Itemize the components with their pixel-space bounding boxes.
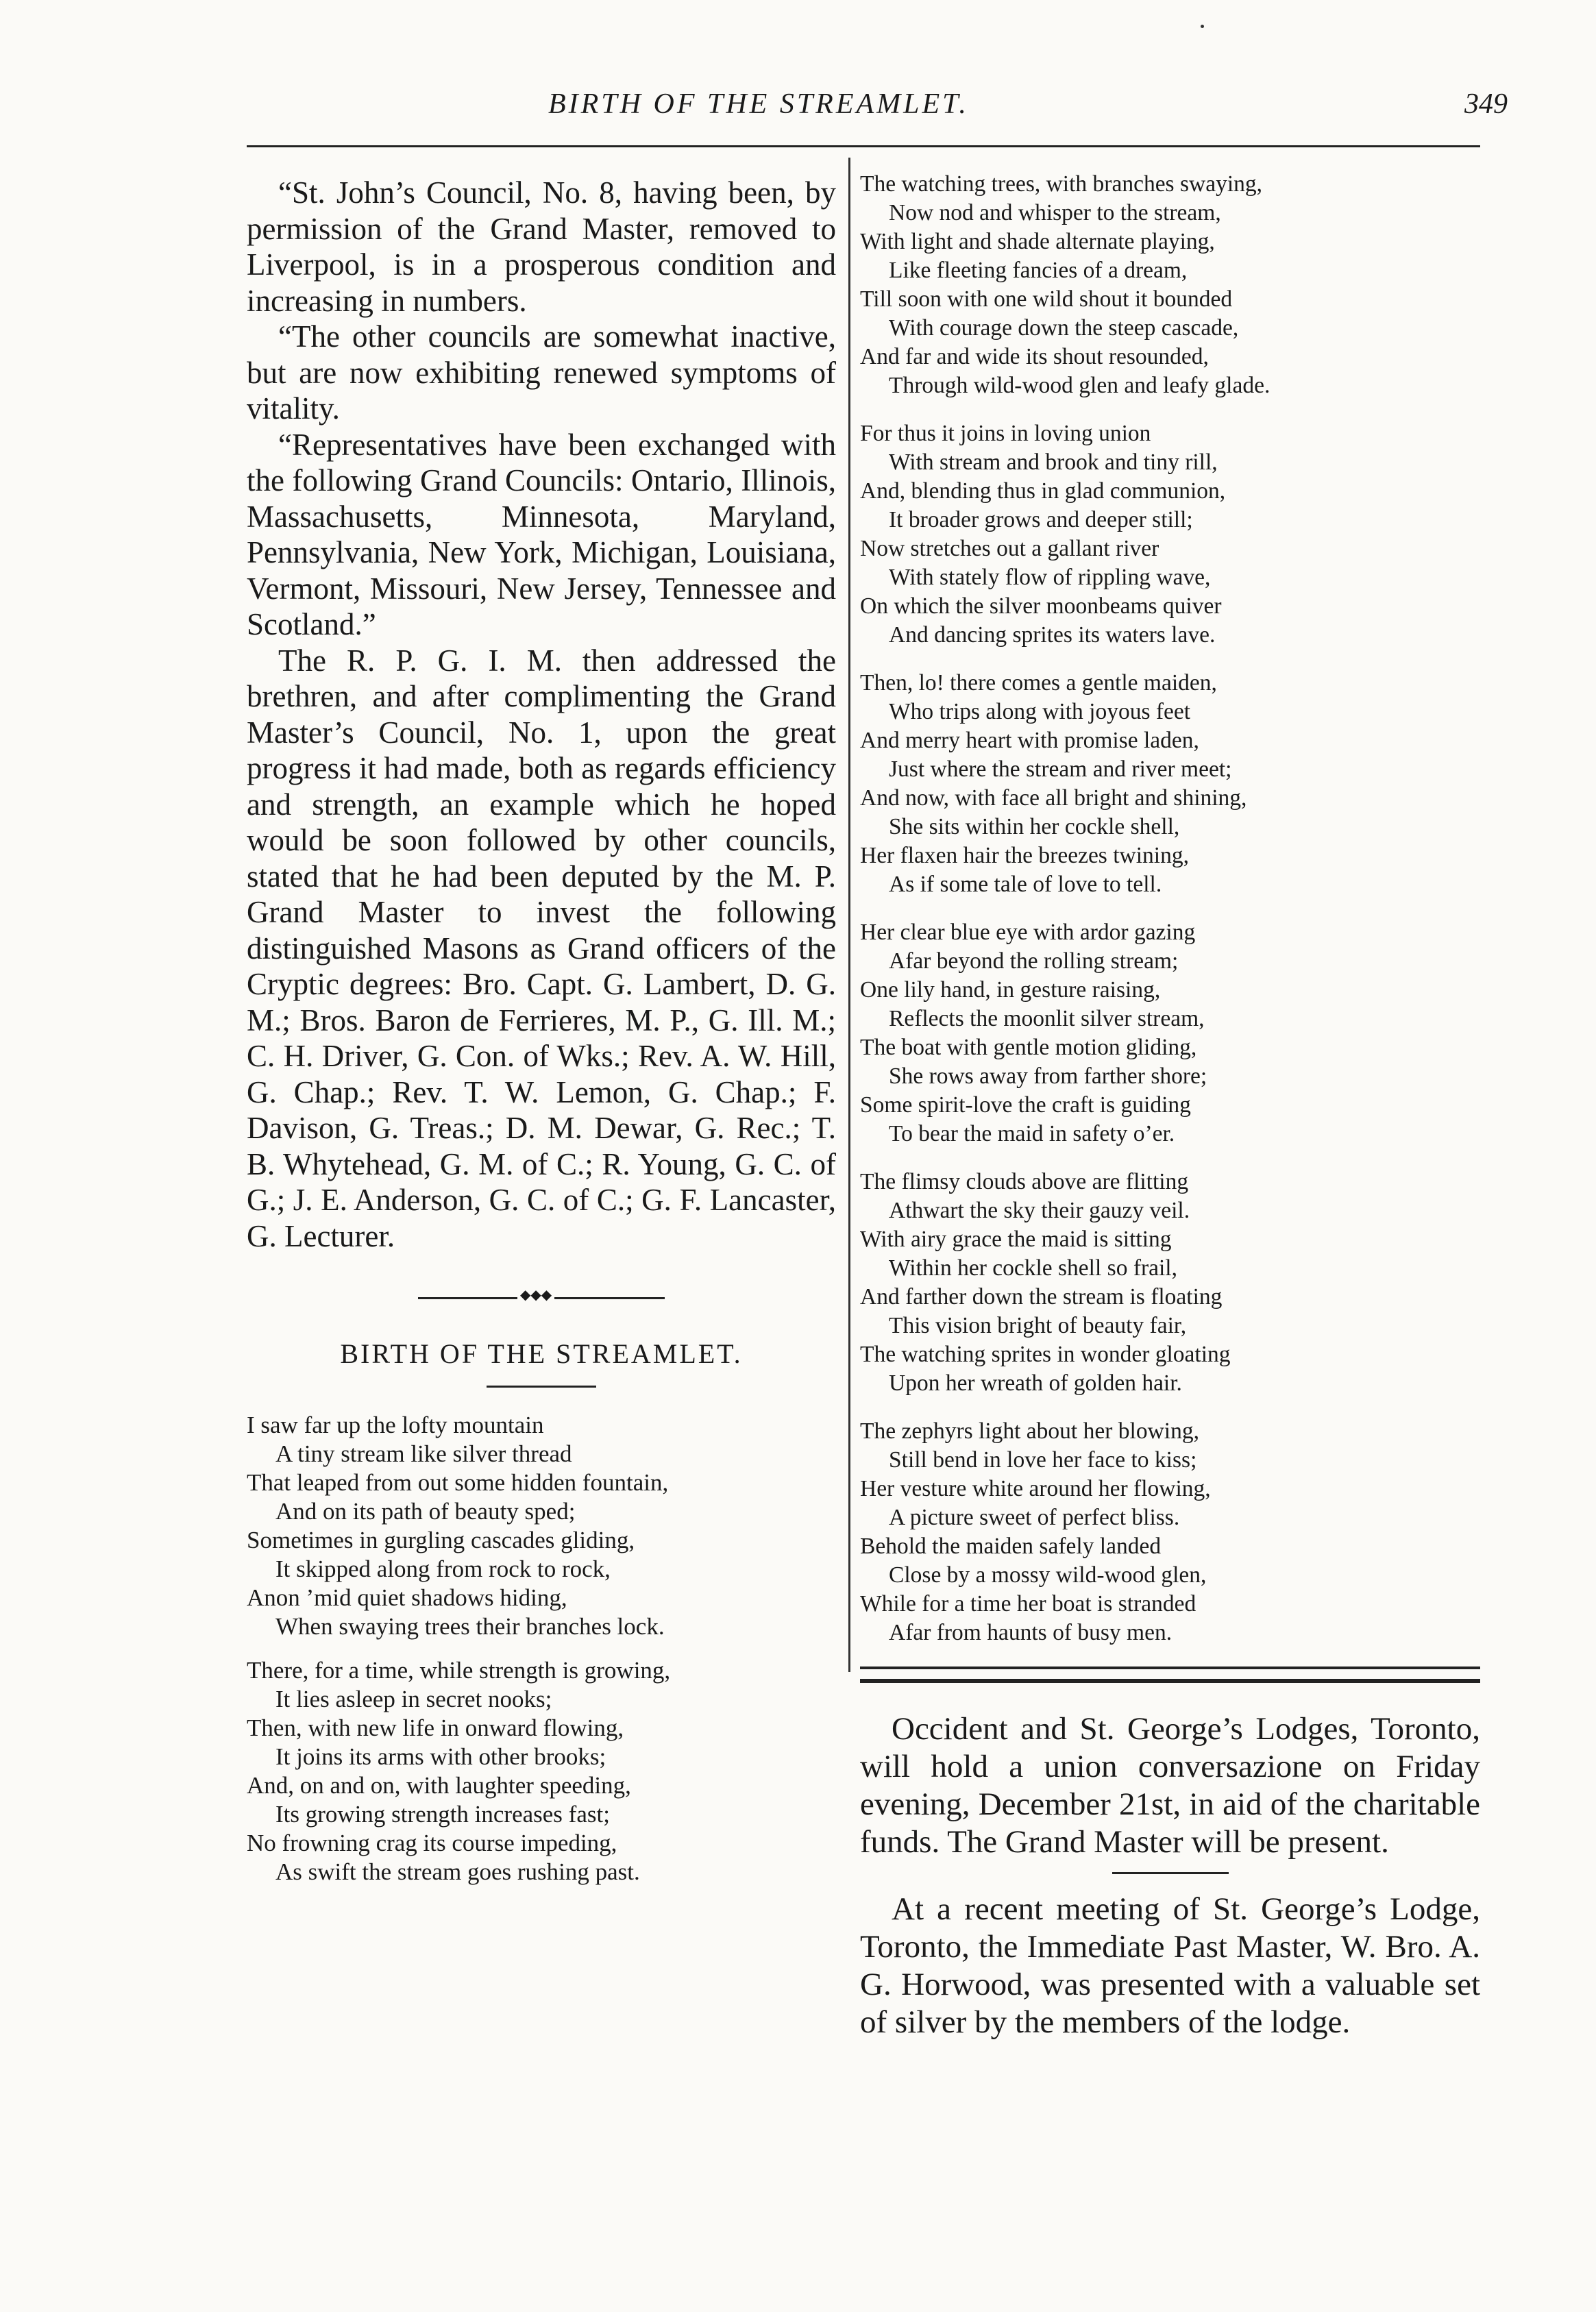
verse-line: Athwart the sky their gauzy veil.: [889, 1198, 1190, 1223]
verse-line: It lies asleep in secret nooks;: [275, 1686, 552, 1712]
verse-line: And now, with face all bright and shining,: [860, 785, 1247, 811]
verse-line: With light and shade alternate playing,: [860, 229, 1215, 254]
verse-line: The boat with gentle motion gliding,: [860, 1035, 1197, 1060]
verse-line: The watching sprites in wonder gloating: [860, 1342, 1231, 1367]
verse-line: There, for a time, while strength is growing,: [247, 1657, 671, 1684]
verse-line: The zephyrs light about her blowing,: [860, 1418, 1199, 1444]
verse-line: When swaying trees their branches lock.: [275, 1613, 665, 1640]
verse-line: While for a time her boat is stranded: [860, 1591, 1196, 1616]
verse-line: Till soon with one wild shout it bounded: [860, 286, 1233, 312]
verse-line: Its growing strength increases fast;: [275, 1801, 610, 1828]
poem-stanza: [860, 1417, 1480, 1647]
right-column: [860, 170, 1480, 2041]
verse-line: Still bend in love her face to kiss;: [889, 1447, 1197, 1473]
verse-line: To bear the maid in safety o’er.: [889, 1121, 1175, 1146]
verse-line: A tiny stream like silver thread: [275, 1440, 572, 1467]
title-rule: [487, 1386, 596, 1388]
verse-line: Her clear blue eye with ardor gazing: [860, 920, 1196, 945]
paragraph: “The other councils are somewhat inactive, but are now exhibiting renewed symptoms of vitality.: [247, 319, 836, 426]
verse-line: With airy grace the maid is sitting: [860, 1227, 1172, 1252]
verse-line: Who trips along with joyous feet: [889, 699, 1191, 724]
verse-line: And, on and on, with laughter speeding,: [247, 1772, 631, 1799]
verse-line: It broader grows and deeper still;: [889, 507, 1193, 532]
column-divider: [848, 158, 850, 1672]
paragraph: “Representatives have been exchanged with the following Grand Councils: Ontario, Illinois, Massachusetts, Minnesota, Maryland, Pennsylvania, New York, Michigan, Louisiana, Vermont, Missouri, New Jersey, Tennessee and Scotland.”: [247, 427, 836, 641]
verse-line: And merry heart with promise laden,: [860, 728, 1199, 753]
verse-line: And dancing sprites its waters lave.: [889, 622, 1216, 648]
verse-line: Afar from haunts of busy men.: [889, 1620, 1173, 1645]
verse-line: And farther down the stream is floating: [860, 1284, 1223, 1309]
verse-line: Some spirit-love the craft is guiding: [860, 1092, 1191, 1118]
verse-line: She rows away from farther shore;: [889, 1063, 1207, 1089]
verse-line: Then, lo! there comes a gentle maiden,: [860, 670, 1217, 696]
notice-paragraph: At a recent meeting of St. George’s Lodge, Toronto, the Immediate Past Master, W. Bro. A. G. Horwood, was presented with a valuable set of silver by the members of the lodge.: [860, 1891, 1480, 2040]
poem-stanza: [860, 669, 1480, 899]
notice-paragraph: Occident and St. George’s Lodges, Toronto, will hold a union conversazione on Friday evening, December 21st, in aid of the charitable funds. The Grand Master will be present.: [860, 1711, 1480, 1860]
verse-line: Upon her wreath of golden hair.: [889, 1370, 1182, 1396]
poem-stanza: [247, 1656, 836, 1886]
verse-line: The watching trees, with branches swaying,: [860, 171, 1263, 197]
verse-line: Now stretches out a gallant river: [860, 536, 1159, 561]
verse-line: Then, with new life in onward flowing,: [247, 1714, 624, 1741]
verse-line: And on its path of beauty sped;: [275, 1498, 576, 1525]
verse-line: It joins its arms with other brooks;: [275, 1743, 606, 1770]
verse-line: And far and wide its shout resounded,: [860, 344, 1209, 369]
poem-stanza: [860, 1168, 1480, 1398]
verse-line: For thus it joins in loving union: [860, 421, 1151, 446]
verse-line: No frowning crag its course impeding,: [247, 1830, 617, 1856]
verse-line: Now nod and whisper to the stream,: [889, 200, 1221, 225]
verse-line: As if some tale of love to tell.: [889, 872, 1162, 897]
paragraph: “St. John’s Council, No. 8, having been, by permission of the Grand Master, removed to Liverpool, is in a prosperous condition and increasing in numbers.: [247, 175, 836, 318]
paragraph: The R. P. G. I. M. then addressed the brethren, and after complimenting the Grand Master’s Council, No. 1, upon the great progress it had made, both as regards efficiency and strength, an example which he hoped would be soon followed by other councils, stated that he had been deputed by the M. P. Grand Master to invest the following distinguished Masons as Grand officers of the Cryptic degrees: Bro. Capt. G. Lambert, D. G. M.; Bros. Baron de Ferrieres, M. P., G. Ill. M.; C. H. Driver, G. Con. of Wks.; Rev. A. W. Hill, G. Chap.; Rev. T. W. Lemon, G. Chap.; F. Davison, G. Treas.; D. M. Dewar, G. Rec.; T. B. Whytehead, G. M. of C.; R. Young, G. C. of G.; J. E. Anderson, G. C. of C.; G. F. Lancaster, G. Lecturer.: [247, 643, 836, 1253]
verse-line: With courage down the steep cascade,: [889, 315, 1239, 341]
page-header: [247, 88, 1508, 129]
running-title: BIRTH OF THE STREAMLET.: [548, 88, 969, 120]
poem-stanza: [860, 170, 1480, 400]
section-double-rule: [860, 1667, 1480, 1683]
notice-separator: [1112, 1872, 1229, 1874]
verse-line: On which the silver moonbeams quiver: [860, 593, 1222, 619]
verse-line: Like fleeting fancies of a dream,: [889, 258, 1188, 283]
verse-line: Just where the stream and river meet;: [889, 757, 1232, 782]
verse-line: Reflects the moonlit silver stream,: [889, 1006, 1205, 1031]
verse-line: Sometimes in gurgling cascades gliding,: [247, 1527, 635, 1553]
left-column: [247, 175, 836, 1902]
header-rule: [247, 145, 1480, 147]
verse-line: A picture sweet of perfect bliss.: [889, 1505, 1180, 1530]
verse-line: Close by a mossy wild-wood glen,: [889, 1562, 1207, 1588]
verse-line: The flimsy clouds above are flitting: [860, 1169, 1189, 1194]
print-speck: [1201, 25, 1204, 28]
verse-line: This vision bright of beauty fair,: [889, 1313, 1187, 1338]
verse-line: Behold the maiden safely landed: [860, 1534, 1162, 1559]
verse-line: With stream and brook and tiny rill,: [889, 450, 1218, 475]
verse-line: And, blending thus in glad communion,: [860, 478, 1226, 504]
verse-line: Within her cockle shell so frail,: [889, 1255, 1177, 1281]
poem-stanza: [860, 918, 1480, 1148]
poem-stanza: [247, 1411, 836, 1641]
verse-line: Through wild-wood glen and leafy glade.: [889, 373, 1270, 398]
verse-line: Her vesture white around her flowing,: [860, 1476, 1211, 1501]
ornament-divider: [247, 1291, 836, 1312]
verse-line: Anon ’mid quiet shadows hiding,: [247, 1584, 567, 1611]
page-number: 349: [1464, 88, 1508, 120]
verse-line: Afar beyond the rolling stream;: [889, 948, 1179, 974]
verse-line: It skipped along from rock to rock,: [275, 1555, 611, 1582]
verse-line: She sits within her cockle shell,: [889, 814, 1180, 839]
verse-line: As swift the stream goes rushing past.: [275, 1858, 640, 1885]
verse-line: I saw far up the lofty mountain: [247, 1412, 544, 1438]
poem-stanza: [860, 419, 1480, 650]
verse-line: With stately flow of rippling wave,: [889, 565, 1211, 590]
verse-line: That leaped from out some hidden fountain,: [247, 1469, 669, 1496]
verse-line: One lily hand, in gesture raising,: [860, 977, 1161, 1003]
verse-line: Her flaxen hair the breezes twining,: [860, 843, 1189, 868]
poem-title: BIRTH OF THE STREAMLET.: [340, 1338, 743, 1369]
